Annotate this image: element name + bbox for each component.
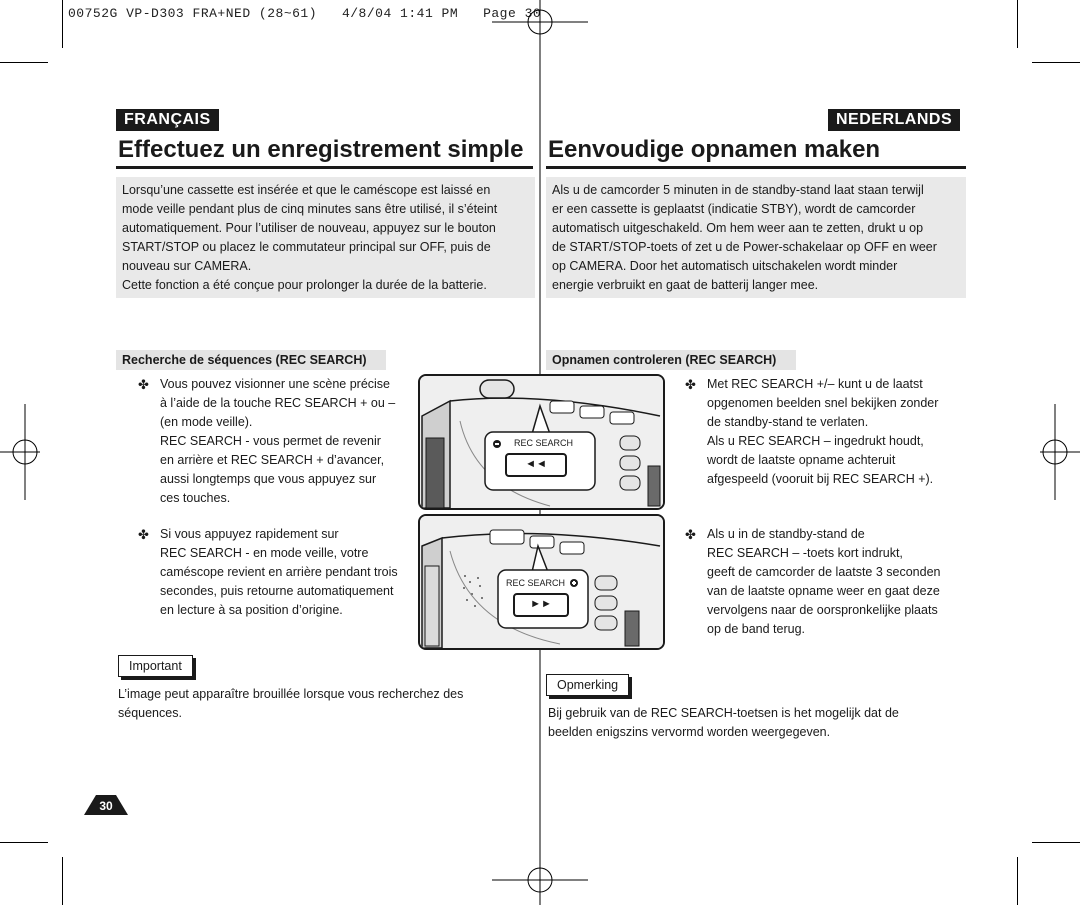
bullet-item-fr-1 [138, 375, 428, 508]
bullet-line: wordt de laatste opname achteruit [707, 453, 896, 467]
note-line: L’image peut apparaître brouillée lorsque vous recherchez des [118, 687, 464, 701]
note-line: Bij gebruik van de REC SEARCH-toetsen is het mogelijk dat de [548, 706, 899, 720]
bullet-line: Si vous appuyez rapidement sur [160, 527, 339, 541]
note-text-nl [548, 704, 968, 742]
bullet-line: en arrière et REC SEARCH + d’avancer, [160, 453, 385, 467]
bullet-line: caméscope revient en arrière pendant trois [160, 565, 398, 579]
intro-line: op CAMERA. Door het automatisch uitschakelen wordt minder [552, 259, 898, 273]
bullet-line: à l’aide de la touche REC SEARCH + ou – [160, 396, 396, 410]
bullet-line: secondes, puis retourne automatiquement [160, 584, 394, 598]
page-title-nl: Eenvoudige opnamen maken [548, 136, 881, 163]
note-line: séquences. [118, 706, 182, 720]
intro-line: energie verbruikt en gaat de batterij langer mee. [552, 278, 819, 292]
page-title-fr: Effectuez un enregistrement simple [118, 136, 524, 163]
bullet-icon: ✤ [138, 527, 149, 542]
bullet-line: en lecture à sa position d’origine. [160, 603, 343, 617]
bullet-line: op de band terug. [707, 622, 805, 636]
bullet-line: van de laatste opname weer en gaat deze [707, 584, 940, 598]
intro-line: mode veille pendant plus de cinq minutes sans être utilisé, il s’éteint [122, 202, 498, 216]
intro-line: de START/STOP-toets of zet u de Power-schakelaar op OFF en weer [552, 240, 937, 254]
bullet-line: REC SEARCH – -toets kort indrukt, [707, 546, 903, 560]
bullet-line: aussi longtemps que vous appuyez sur [160, 472, 377, 486]
bullet-line: Vous pouvez visionner une scène précise [160, 377, 391, 391]
bullet-line: afgespeeld (vooruit bij REC SEARCH +). [707, 472, 934, 486]
intro-line: er een cassette is geplaatst (indicatie STBY), wordt de camcorder [552, 202, 916, 216]
bullet-line: opgenomen beelden snel bekijken zonder [707, 396, 939, 410]
important-label: Important [118, 655, 193, 677]
bullet-line: REC SEARCH - vous permet de revenir [160, 434, 381, 448]
bullet-icon: ✤ [685, 377, 696, 392]
note-label-nl: Opmerking [546, 674, 629, 696]
title-rule-fr [116, 166, 533, 169]
rec-search-label: REC SEARCH [506, 578, 566, 588]
bullet-line: (en mode veille). [160, 415, 253, 429]
section-heading-nl: Opnamen controleren (REC SEARCH) [546, 350, 796, 370]
bullet-line: de standby-stand te verlaten. [707, 415, 869, 429]
page-number-badge [84, 793, 128, 817]
bullet-item-fr-2 [138, 525, 428, 620]
rewind-icon: ◄◄ [525, 458, 547, 470]
intro-line: START/STOP ou placez le commutateur principal sur OFF, puis de [122, 240, 491, 254]
bullet-icon: ✤ [685, 527, 696, 542]
bullet-line: REC SEARCH - en mode veille, votre [160, 546, 369, 560]
title-rule-nl [546, 166, 966, 169]
intro-line: Cette fonction a été conçue pour prolonger la durée de la batterie. [122, 278, 487, 292]
bullet-line: Met REC SEARCH +/– kunt u de laatst [707, 377, 923, 391]
note-line: beelden enigszins vervormd worden weergegeven. [548, 725, 831, 739]
bullet-line: vervolgens naar de oorspronkelijke plaats [707, 603, 938, 617]
bullet-line: Als u REC SEARCH – ingedrukt houdt, [707, 434, 924, 448]
intro-box-fr [116, 177, 535, 298]
page-number: 30 [99, 799, 113, 813]
intro-line: nouveau sur CAMERA. [122, 259, 252, 273]
bullet-item-nl-1 [685, 375, 970, 489]
intro-line: automatisch uitgeschakeld. Om hem weer aan te zetten, drukt u op [552, 221, 924, 235]
fast-forward-icon: ►► [530, 598, 552, 610]
intro-line: Als u de camcorder 5 minuten in de standby-stand laat staan terwijl [552, 183, 924, 197]
section-heading-fr: Recherche de séquences (REC SEARCH) [116, 350, 386, 370]
bullet-line: Als u in de standby-stand de [707, 527, 865, 541]
bullet-line: geeft de camcorder de laatste 3 seconden [707, 565, 941, 579]
bullet-icon: ✤ [138, 377, 149, 392]
note-text-fr [118, 685, 528, 723]
camcorder-illustration-forward [418, 514, 665, 650]
language-tag-fr: FRANÇAIS [116, 109, 219, 131]
print-header: 00752G VP-D303 FRA+NED (28~61) 4/8/04 1:41 PM Page 30 [68, 6, 542, 21]
intro-line: Lorsqu’une cassette est insérée et que le caméscope est laissé en [122, 183, 491, 197]
bullet-item-nl-2 [685, 525, 970, 639]
intro-line: automatiquement. Pour l’utiliser de nouveau, appuyez sur le bouton [122, 221, 496, 235]
language-tag-nl: NEDERLANDS [828, 109, 960, 131]
intro-box-nl [546, 177, 966, 298]
bullet-line: ces touches. [160, 491, 231, 505]
camcorder-illustration-rewind [418, 374, 665, 510]
rec-search-label: REC SEARCH [514, 438, 574, 448]
